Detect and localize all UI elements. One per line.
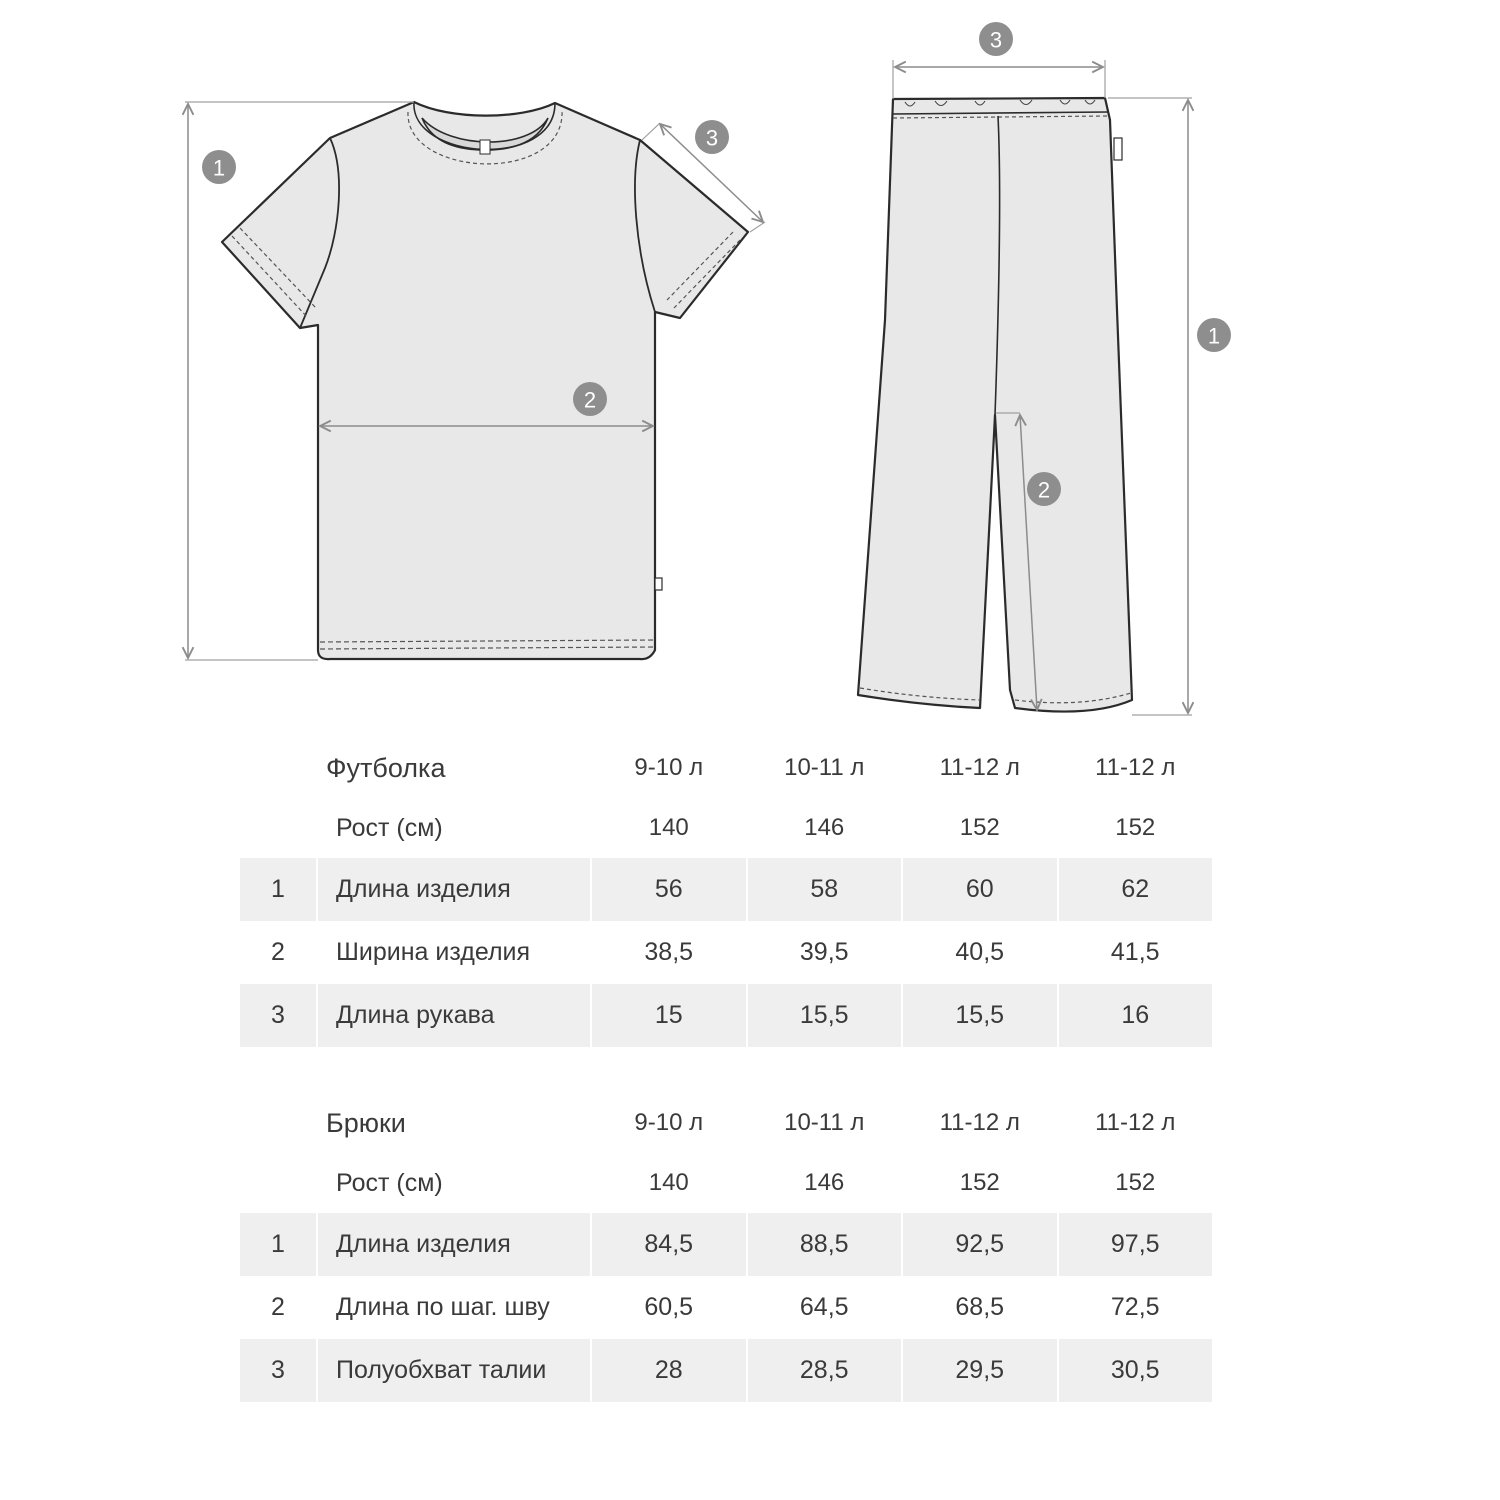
size-header: 10-11 л: [784, 754, 865, 781]
height-value: 152: [1115, 814, 1156, 841]
size-header: 11-12 л: [1095, 1109, 1176, 1136]
row-label: Полуобхват талии: [318, 1339, 590, 1402]
table-cell: 16: [1059, 984, 1213, 1047]
table-row: [240, 1213, 1212, 1276]
svg-text:1: 1: [212, 155, 226, 181]
row-label: Длина изделия: [318, 1213, 590, 1276]
height-row: [240, 1153, 1212, 1213]
tshirt-side-tag: [655, 578, 662, 590]
table-row: [240, 984, 1212, 1047]
height-value: 152: [1115, 1169, 1156, 1196]
row-number: 2: [271, 1293, 285, 1321]
table-cell: 56: [592, 858, 746, 921]
size-header: 9-10 л: [634, 754, 704, 781]
table-cell: 64,5: [799, 1293, 849, 1321]
pants-marker-1: [1197, 318, 1231, 352]
size-header: 11-12 л: [939, 1109, 1020, 1136]
table-cell: 60,5: [644, 1293, 694, 1321]
table-cell: 68,5: [955, 1293, 1005, 1321]
row-label: Длина рукава: [318, 984, 590, 1047]
svg-text:1: 1: [1207, 323, 1221, 349]
size-header: 10-11 л: [784, 1109, 865, 1136]
table-cell: 40,5: [955, 938, 1005, 966]
table-header-row: [240, 738, 1212, 798]
table-cell: 28: [592, 1339, 746, 1402]
table-cell: 28,5: [748, 1339, 902, 1402]
row-number: 3: [240, 984, 316, 1047]
tshirt-size-table: [238, 738, 1214, 1047]
table-cell: 29,5: [903, 1339, 1057, 1402]
tshirt-marker-1: [202, 150, 236, 184]
tshirt-body: [222, 102, 748, 659]
pants-side-tag: [1114, 138, 1122, 160]
row-number: 1: [240, 858, 316, 921]
table-cell: 84,5: [592, 1213, 746, 1276]
table-cell: 15: [592, 984, 746, 1047]
table-row: [240, 858, 1212, 921]
pants-marker-2: [1027, 472, 1061, 506]
pants-dimension-3: [893, 60, 1105, 99]
table-cell: 72,5: [1110, 1293, 1160, 1321]
svg-text:2: 2: [583, 387, 597, 413]
tshirt-marker-2: [573, 382, 607, 416]
pants-size-table: [238, 1093, 1214, 1402]
height-row: [240, 798, 1212, 858]
row-label: Длина изделия: [318, 858, 590, 921]
garment-diagram: [0, 0, 1500, 740]
table-cell: 30,5: [1059, 1339, 1213, 1402]
height-label: Рост (см): [336, 813, 443, 842]
height-value: 152: [959, 814, 1000, 841]
table-row: [240, 1339, 1212, 1402]
table-cell: 92,5: [903, 1213, 1057, 1276]
table-cell: 97,5: [1059, 1213, 1213, 1276]
row-label: Ширина изделия: [336, 938, 531, 966]
height-value: 140: [648, 814, 689, 841]
height-value: 146: [804, 814, 845, 841]
table-header-row: [240, 1093, 1212, 1153]
row-number: 2: [271, 938, 285, 966]
table-cell: 60: [903, 858, 1057, 921]
table-cell: 39,5: [799, 938, 849, 966]
svg-text:3: 3: [705, 125, 719, 151]
table-cell: 38,5: [644, 938, 694, 966]
table-title: Футболка: [326, 752, 446, 783]
table-cell: 41,5: [1110, 938, 1160, 966]
height-value: 152: [959, 1169, 1000, 1196]
height-value: 146: [804, 1169, 845, 1196]
height-value: 140: [648, 1169, 689, 1196]
size-header: 11-12 л: [939, 754, 1020, 781]
table-cell: 88,5: [748, 1213, 902, 1276]
table-cell: 62: [1059, 858, 1213, 921]
pants-drawing: [858, 98, 1132, 712]
row-label: Длина по шаг. шву: [336, 1293, 550, 1321]
table-cell: 15,5: [748, 984, 902, 1047]
row-number: 3: [240, 1339, 316, 1402]
svg-text:2: 2: [1037, 477, 1051, 503]
table-title: Брюки: [326, 1107, 406, 1138]
row-number: 1: [240, 1213, 316, 1276]
table-cell: 15,5: [903, 984, 1057, 1047]
table-row: [240, 921, 1212, 984]
svg-text:3: 3: [989, 27, 1003, 53]
table-cell: 58: [748, 858, 902, 921]
tshirt-marker-3: [695, 120, 729, 154]
tshirt-drawing: [222, 102, 748, 659]
height-label: Рост (см): [336, 1168, 443, 1197]
table-row: [240, 1276, 1212, 1339]
size-header: 11-12 л: [1095, 754, 1176, 781]
size-header: 9-10 л: [634, 1109, 704, 1136]
tshirt-neck-label: [480, 140, 490, 154]
pants-marker-3: [979, 22, 1013, 56]
